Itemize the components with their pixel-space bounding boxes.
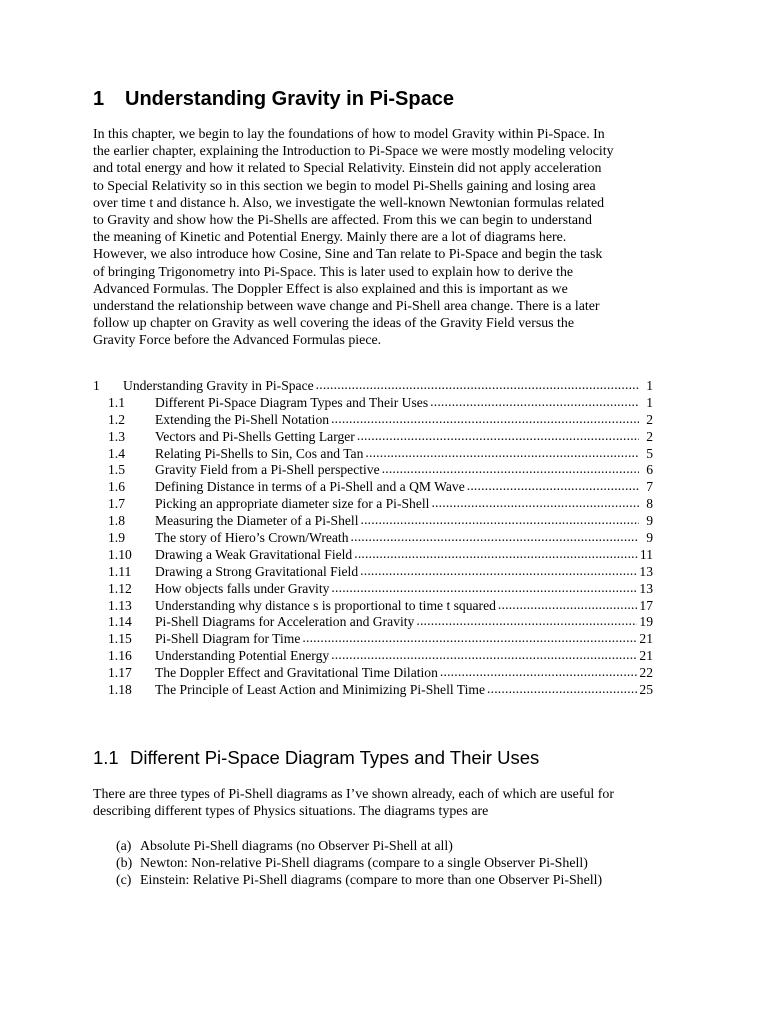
toc-entry[interactable] [93,513,653,530]
toc-number: 1.5 [108,462,125,478]
toc-title: Measuring the Diameter of a Pi-Shell [155,513,359,529]
toc-page: 1 [646,378,653,393]
toc-page: 13 [639,580,653,596]
toc-number: 1.3 [108,428,125,444]
toc-page: 9 [646,530,653,546]
toc-page: 9 [646,513,653,529]
intro-line: understand the relationship between wave change and Pi-Shell area change. There is a later [93,298,600,314]
toc-number: 1.6 [108,479,125,495]
toc-title: Defining Distance in terms of a Pi-Shell and a QM Wave [155,479,465,495]
intro-line: Gravity Force before the Advanced Formulas piece. [93,333,382,349]
intro-line: Advanced Formulas. The Doppler Effect is also explained and this is important as we [93,281,568,297]
toc-entry[interactable] [93,496,653,513]
intro-line: However, we also introduce how Cosine, Sine and Tan relate to Pi-Space and begin the task [93,247,603,263]
toc-entry[interactable] [93,429,653,446]
toc-page: 21 [639,648,653,664]
toc-title: How objects falls under Gravity [155,580,330,596]
list-marker: (a) [116,839,132,854]
chapter-heading [93,86,454,112]
toc-entry[interactable] [93,395,653,412]
toc-leader [360,512,639,529]
toc-number: 1.15 [108,631,132,647]
toc-leader [416,613,637,630]
toc-leader [430,394,639,411]
toc-entry[interactable] [93,614,653,631]
toc-number: 1.1 [108,394,125,410]
list-item-text: Absolute Pi-Shell diagrams (no Observer Pi-Shell at all) [140,839,453,854]
toc-number: 1.8 [108,513,125,529]
toc-entry[interactable] [93,631,653,648]
toc-leader [331,580,637,597]
toc-number: 1.4 [108,445,125,461]
section-line: describing different types of Physics situations. The diagrams types are [93,804,489,820]
toc-title: Picking an appropriate diameter size for a Pi-Shell [155,496,430,512]
toc-page: 1 [646,394,653,410]
toc-title: Pi-Shell Diagram for Time [155,631,301,647]
toc-title: Pi-Shell Diagrams for Acceleration and Gravity [155,614,415,630]
toc-number: 1.18 [108,682,132,698]
toc-entry[interactable] [93,547,653,564]
toc-number: 1.11 [108,563,132,579]
toc-entry[interactable] [93,446,653,463]
toc-leader [316,377,639,394]
toc-number: 1.17 [108,665,132,681]
toc-leader [360,563,637,580]
chapter-number: 1 [93,88,105,110]
toc-page: 5 [646,445,653,461]
toc-page: 22 [639,665,653,681]
list-marker: (b) [116,856,133,872]
list-item [116,838,676,855]
toc-leader [331,411,639,428]
list-item-text: Newton: Non-relative Pi-Shell diagrams (compare to a single Observer Pi-Shell) [140,856,588,872]
toc-number: 1.14 [108,614,132,630]
toc-leader [382,461,639,478]
toc-leader [467,478,639,495]
intro-line: to Gravity and show how the Pi-Shells are affected. From this we can begin to understand [93,212,592,228]
toc-entry[interactable] [93,564,653,581]
toc-page: 11 [639,546,653,562]
toc-number: 1.10 [108,546,132,562]
section-line: There are three types of Pi-Shell diagrams as I’ve shown already, each of which are useful for [93,787,614,802]
toc-entry[interactable] [93,479,653,496]
toc-page: 19 [639,614,653,630]
intro-line: the meaning of Kinetic and Potential Energy. Mainly there are a lot of diagrams here. [93,230,567,246]
toc-entry[interactable] [93,530,653,547]
section-title: Different Pi-Space Diagram Types and Their Uses [130,747,540,768]
diagram-types-list [116,838,676,890]
toc-number: 1 [93,378,100,393]
toc-entry[interactable] [93,682,653,699]
list-item [116,855,676,872]
toc-title: The Principle of Least Action and Minimizing Pi-Shell Time [155,682,485,698]
list-item-text: Einstein: Relative Pi-Shell diagrams (compare to more than one Observer Pi-Shell) [140,873,603,889]
toc-page: 25 [639,682,653,698]
toc-entry[interactable] [93,648,653,665]
toc-entry[interactable] [93,665,653,682]
toc-number: 1.2 [108,411,125,427]
list-marker: (c) [116,873,132,889]
toc-page: 21 [639,631,653,647]
toc-leader [440,664,638,681]
toc-number: 1.12 [108,580,132,596]
toc-number: 1.16 [108,648,132,664]
chapter-title: Understanding Gravity in Pi-Space [125,88,454,110]
toc-title: Gravity Field from a Pi-Shell perspective [155,462,380,478]
list-item [116,872,676,889]
intro-paragraph [93,126,683,349]
toc-title: Extending the Pi-Shell Notation [155,411,330,427]
section-paragraph [93,786,693,820]
toc-leader [487,681,637,698]
toc-title: Relating Pi-Shells to Sin, Cos and Tan [155,445,364,461]
toc-title: Drawing a Strong Gravitational Field [155,563,359,579]
intro-line: the earlier chapter, explaining the Introduction to Pi-Space we were mostly modeling velocity [93,144,614,160]
toc-page: 8 [646,496,653,512]
toc-title: The story of Hiero’s Crown/Wreath [155,530,349,546]
toc-leader [431,495,639,512]
intro-line: follow up chapter on Gravity as well covering the ideas of the Gravity Field versus the [93,316,575,332]
toc-page: 7 [646,479,653,495]
section-number: 1.1 [93,747,119,768]
table-of-contents [93,378,653,699]
toc-title: Understanding Gravity in Pi-Space [123,378,314,393]
intro-line: to Special Relativity so in this section we begin to model Pi-Shells gaining and losing area [93,178,596,194]
toc-page: 2 [646,411,653,427]
toc-leader [331,647,637,664]
toc-leader [302,630,637,647]
toc-leader [498,597,637,614]
toc-entry[interactable] [93,462,653,479]
toc-entry[interactable] [93,378,653,395]
toc-leader [351,529,640,546]
intro-line: and total energy and how it related to Special Relativity. Einstein did not apply acceleration [93,161,602,177]
toc-number: 1.13 [108,597,132,613]
toc-number: 1.9 [108,530,125,546]
intro-line: over time t and distance h. Also, we investigate the well-known Newtonian formulas related [93,195,605,211]
toc-entry[interactable] [93,598,653,615]
toc-title: Understanding why distance s is proportional to time t squared [155,597,496,613]
toc-title: Drawing a Weak Gravitational Field [155,546,353,562]
toc-leader [354,546,638,563]
toc-page: 13 [639,563,653,579]
toc-leader [365,445,639,462]
intro-line: of bringing Trigonometry into Pi-Space. This is later used to explain how to derive the [93,264,574,280]
toc-title: Vectors and Pi-Shells Getting Larger [155,428,355,444]
toc-title: Understanding Potential Energy [155,648,330,664]
section-heading [93,746,539,770]
toc-entry[interactable] [93,412,653,429]
toc-page: 6 [646,462,653,478]
intro-line: In this chapter, we begin to lay the foundations of how to model Gravity within Pi-Space. In [93,127,605,142]
toc-leader [357,428,639,445]
toc-number: 1.7 [108,496,125,512]
toc-page: 2 [646,428,653,444]
toc-title: Different Pi-Space Diagram Types and Their Uses [155,394,429,410]
toc-page: 17 [639,597,653,613]
toc-entry[interactable] [93,581,653,598]
toc-title: The Doppler Effect and Gravitational Time Dilation [155,665,438,681]
